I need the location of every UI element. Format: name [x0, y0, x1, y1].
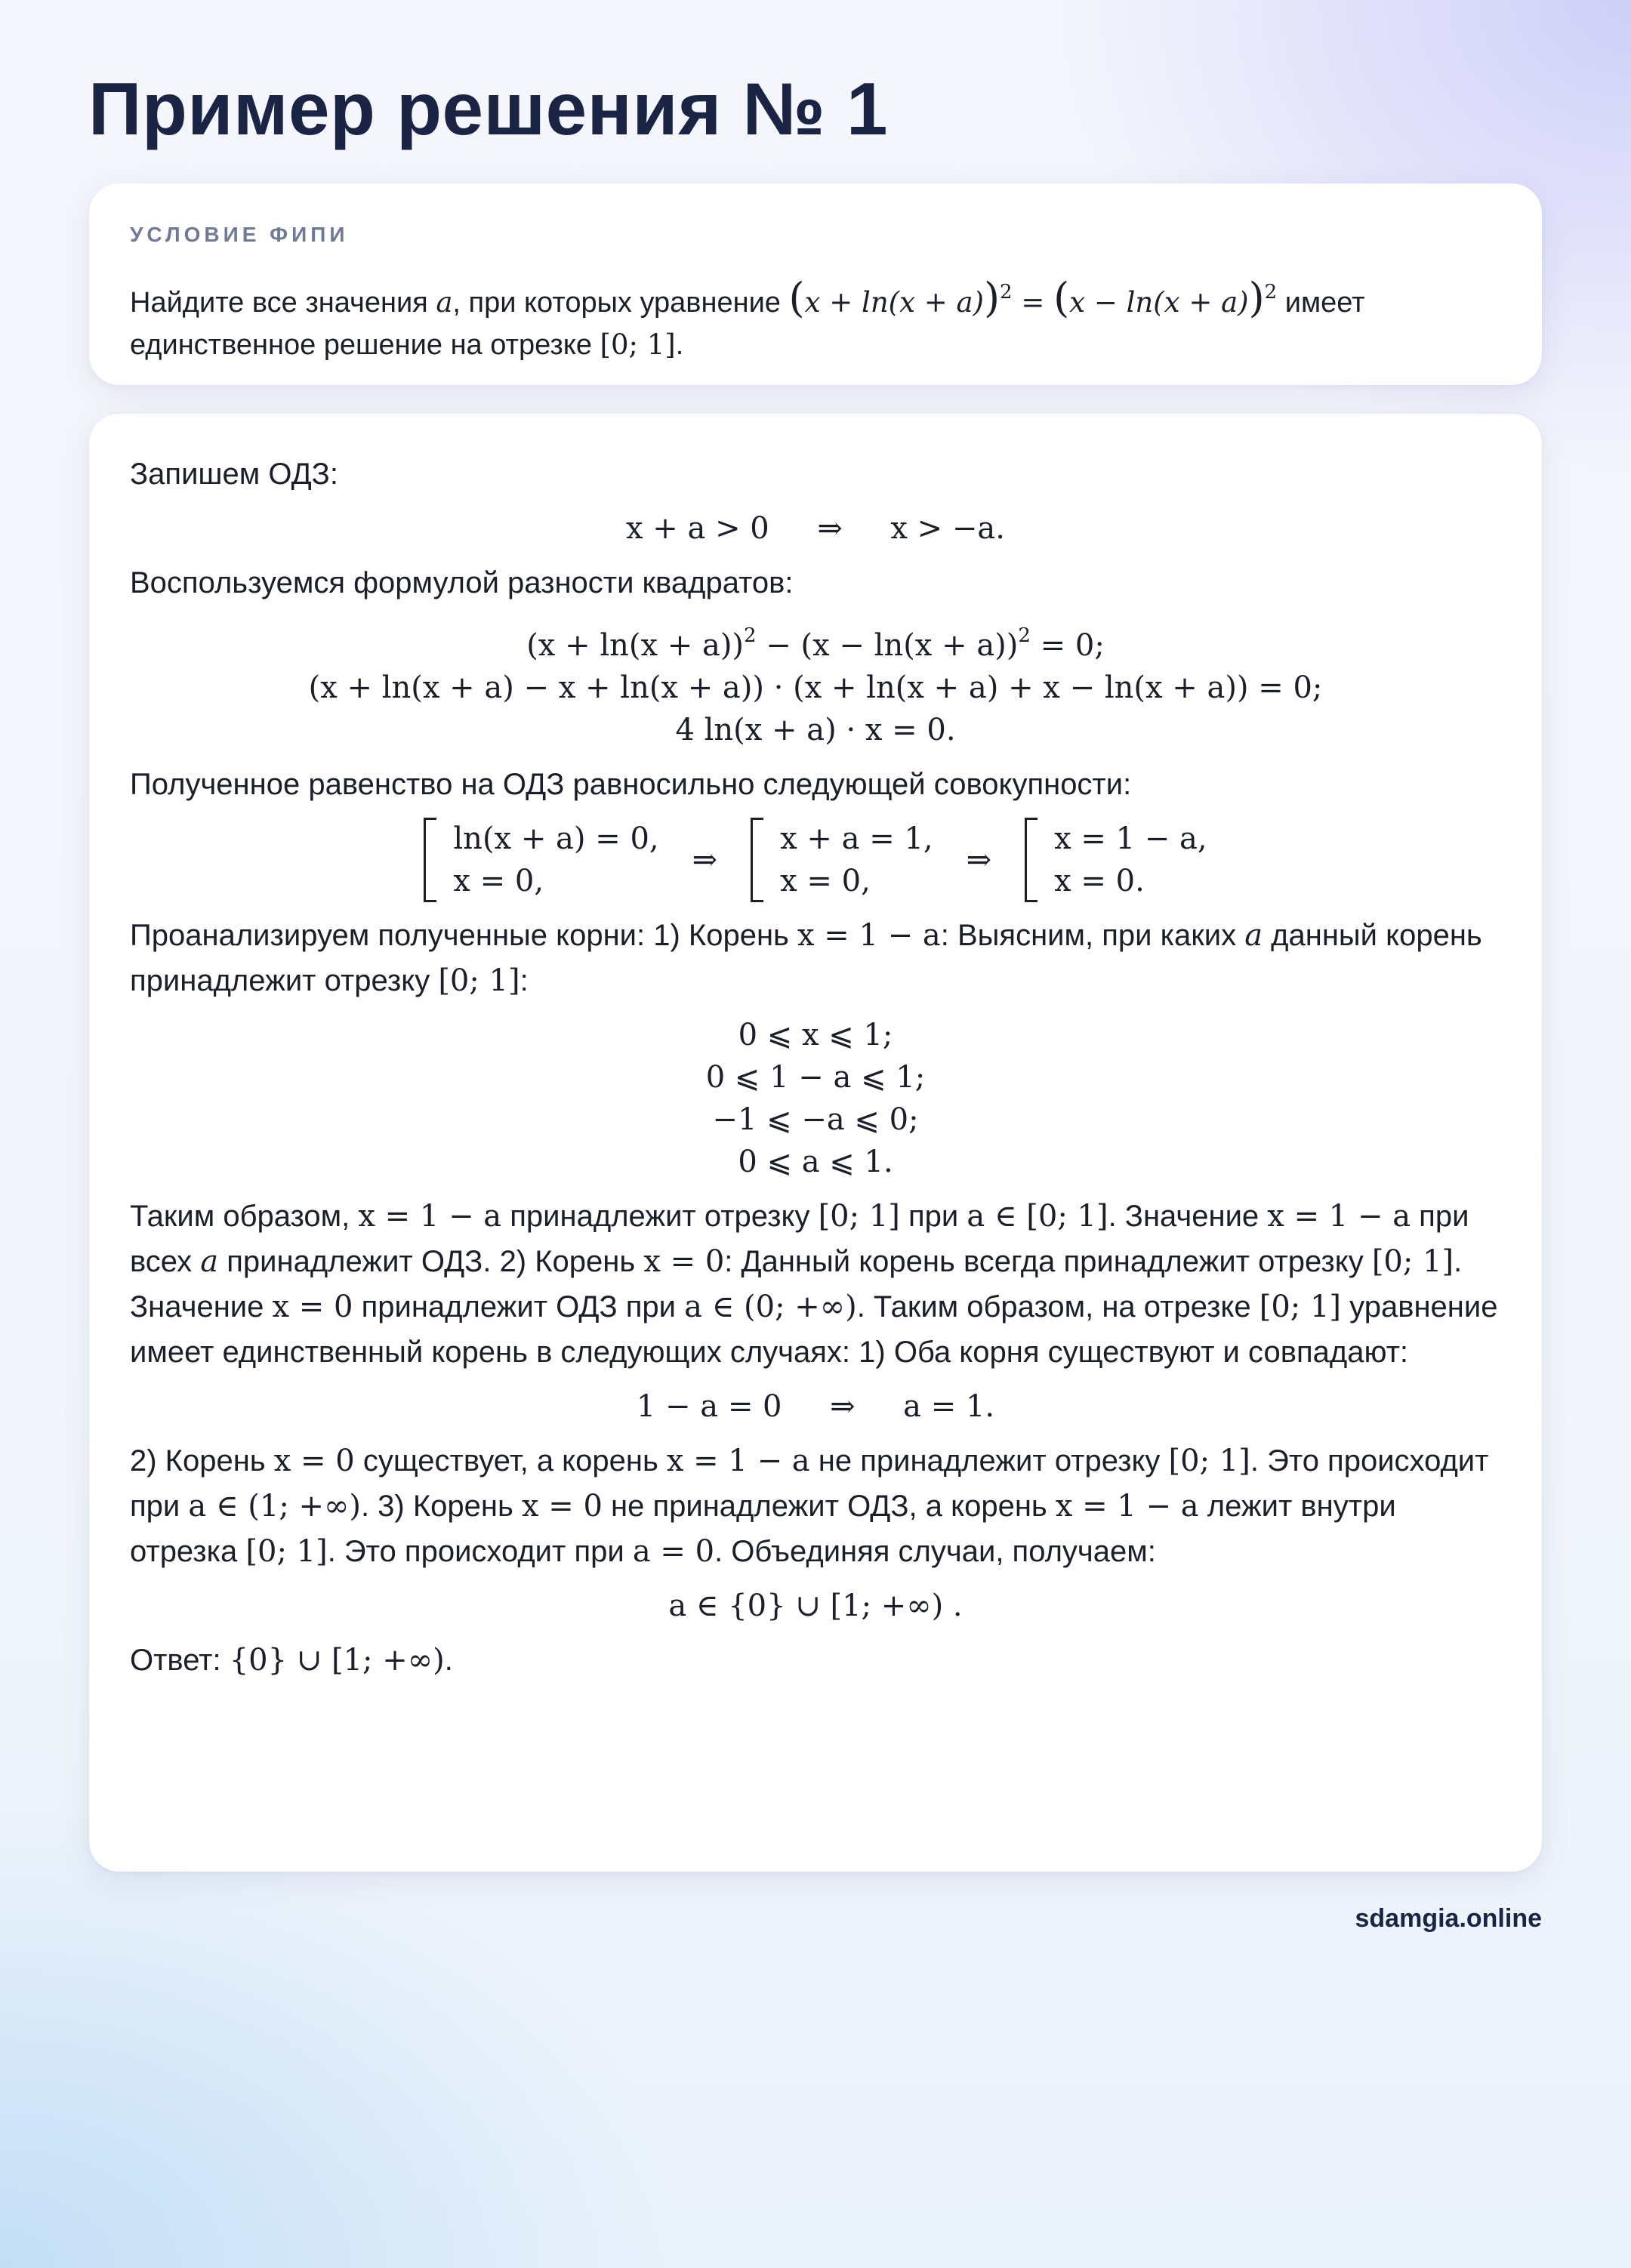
condition-text: Найдите все значения a, при которых уравнение $(x + \ln(x + a))^2 = (x - \ln(x + a))^2$ имеет единственное решение на отрезке [0; 1]. [130, 274, 1365, 361]
formula: x + a > 0 ⇒ x > −a. [626, 511, 1005, 546]
formula: (x + ln(x + a) − x + ln(x + a)) · (x + ln(x + a) + x − ln(x + a)) = 0; [308, 670, 1323, 705]
formula: 0 ⩽ x ⩽ 1; [738, 1018, 893, 1052]
formula: 1 − a = 0 ⇒ a = 1. [636, 1389, 995, 1424]
formula: −1 ⩽ −a ⩽ 0; [712, 1102, 919, 1137]
system-bracket: ln(x + a) = 0, x = 0, [424, 818, 658, 902]
formula: 4 ln(x + a) · x = 0. [675, 713, 956, 747]
solution-text: Проанализируем полученные корни: 1) Корень x = 1 − a: Выясним, при каких a данный корень принадлежит отрезку [0; 1]: [130, 918, 1482, 998]
formula: 0 ⩽ a ⩽ 1. [738, 1145, 893, 1179]
solution-text: Полученное равенство на ОДЗ равносильно следующей совокупности: [130, 768, 1132, 801]
implies-arrow: ⇒ [692, 843, 718, 877]
solution-text: Таким образом, x = 1 − a принадлежит отрезку [0; 1] при a ∈ [0; 1]. Значение x = 1 − a при всех a принадлежит ОДЗ. 2) Корень x = 0: Данный корень всегда принадлежит отрезку [0; 1]. Значение x = 0 принадлежит ОДЗ при a ∈ (0; +∞). Таким образом, на отрезке [0; 1] уравнение имеет единственный корень в следующих случаях: 1) Оба корня существуют и совпадают: [130, 1199, 1498, 1369]
solution-card [89, 414, 1542, 1872]
implies-arrow: ⇒ [966, 843, 992, 877]
equation-system [130, 818, 1501, 902]
formula: $(x + \ln(x + a))^2 - (x - \ln(x + a))^2 = 0$; [526, 624, 1105, 663]
answer: Ответ: {0} ∪ [1; +∞). [130, 1643, 453, 1678]
solution-text: Запишем ОДЗ: [130, 458, 338, 491]
page-title: Пример решения № 1 [88, 67, 889, 150]
solution-text: Воспользуемся формулой разности квадратов: [130, 566, 794, 599]
solution-text: 2) Корень x = 0 существует, а корень x = 1 − a не принадлежит отрезку [0; 1]. Это происходит при a ∈ (1; +∞). 3) Корень x = 0 не принадлежит ОДЗ, а корень x = 1 − a лежит внутри отрезка [0; 1]. Это происходит при a = 0. Объединяя случаи, получаем: [130, 1444, 1489, 1569]
formula: a ∈ {0} ∪ [1; +∞) . [668, 1589, 963, 1623]
system-bracket: x + a = 1, x = 0, [751, 818, 933, 902]
condition-label: УСЛОВИЕ ФИПИ [130, 223, 349, 246]
site-watermark: sdamgia.online [1355, 1904, 1542, 1933]
system-bracket: x = 1 − a, x = 0. [1025, 818, 1207, 902]
condition-card [89, 183, 1542, 385]
formula: 0 ⩽ 1 − a ⩽ 1; [705, 1060, 926, 1095]
